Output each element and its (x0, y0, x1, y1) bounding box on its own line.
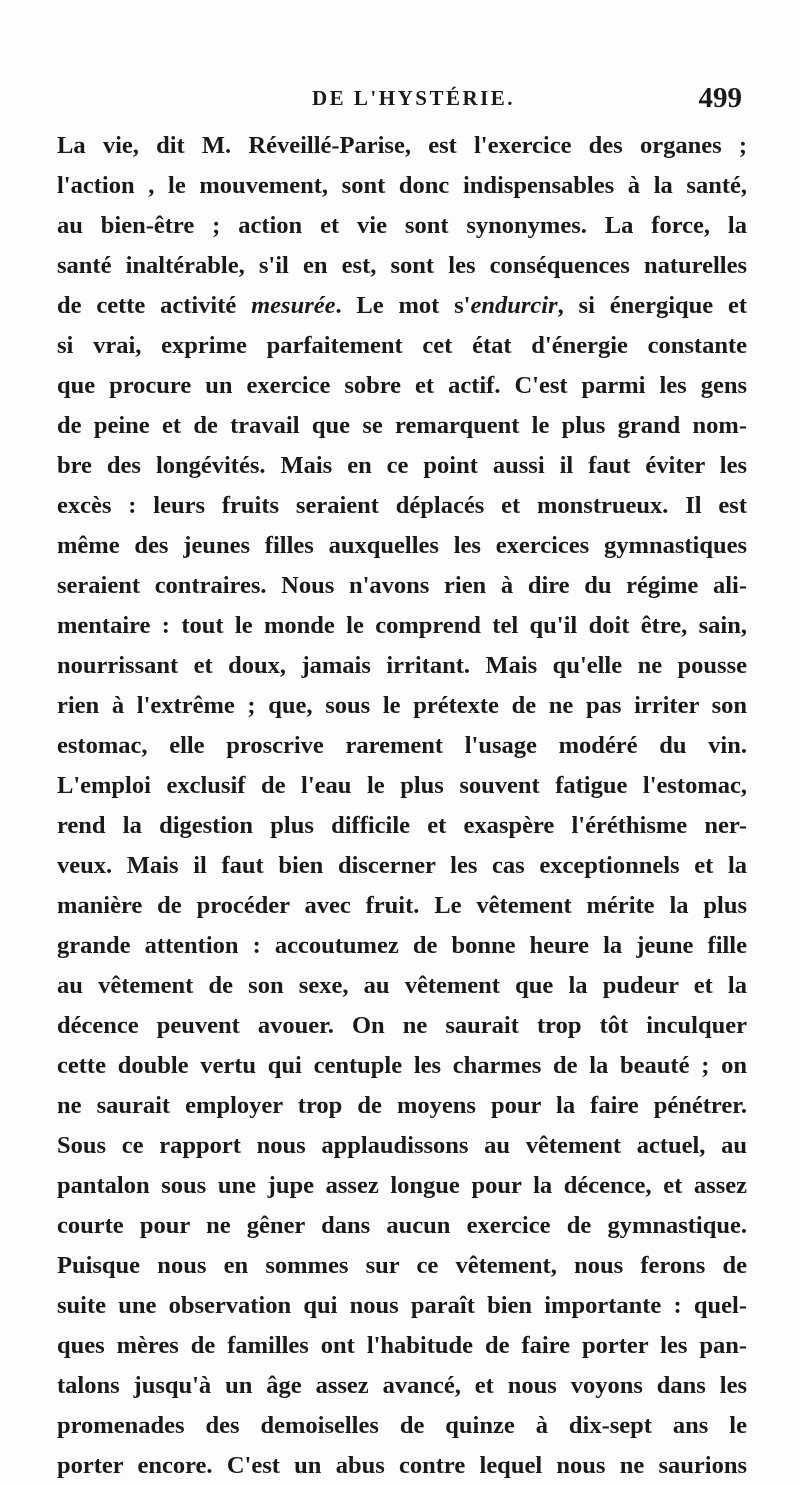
text-segment: veux. Mais il faut bien discerner les cas exceptionnels et la (57, 852, 747, 879)
text-line (57, 1046, 747, 1086)
text-segment: La vie, dit M. Réveillé-Parise, est l'exercice des organes ; (57, 132, 747, 159)
text-segment: Sous ce rapport nous applaudissons au vêtement actuel, au (57, 1132, 747, 1159)
text-line (57, 806, 747, 846)
text-segment: ne saurait employer trop de moyens pour la faire pénétrer. (57, 1092, 747, 1119)
text-line (57, 1166, 747, 1206)
text-line (57, 486, 747, 526)
text-line (57, 246, 747, 286)
text-line (57, 526, 747, 566)
text-line (57, 926, 747, 966)
text-segment: rien à l'extrême ; que, sous le prétexte de ne pas irriter son (57, 692, 747, 719)
text-line (57, 966, 747, 1006)
text-segment: santé inaltérable, s'il en est, sont les conséquences naturelles (57, 252, 747, 279)
text-line (57, 766, 747, 806)
text-segment: pantalon sous une jupe assez longue pour la décence, et assez (57, 1172, 747, 1199)
text-line (57, 566, 747, 606)
text-segment: grande attention : accoutumez de bonne heure la jeune fille (57, 932, 747, 959)
text-line (57, 126, 747, 166)
running-head (60, 82, 750, 116)
text-segment: bre des longévités. Mais en ce point aussi il faut éviter les (57, 452, 747, 479)
text-line (57, 406, 747, 446)
text-segment: mentaire : tout le monde le comprend tel qu'il doit être, sain, (57, 612, 747, 639)
text-segment: cette double vertu qui centuple les charmes de la beauté ; on (57, 1052, 747, 1079)
text-segment: de peine et de travail que se remarquent le plus grand nom- (57, 412, 747, 439)
text-line (57, 326, 747, 366)
text-segment: nourrissant et doux, jamais irritant. Mais qu'elle ne pousse (57, 652, 747, 679)
text-segment: porter encore. C'est un abus contre lequel nous ne saurions (57, 1452, 747, 1479)
text-line (57, 1366, 747, 1406)
text-segment: décence peuvent avouer. On ne saurait trop tôt inculquer (57, 1012, 747, 1039)
text-segment: excès : leurs fruits seraient déplacés et monstrueux. Il est (57, 492, 747, 519)
text-segment: ques mères de familles ont l'habitude de faire porter les pan- (57, 1332, 747, 1359)
text-line (57, 686, 747, 726)
italic-text: mesurée (251, 292, 336, 319)
text-line (57, 1006, 747, 1046)
text-segment: talons jusqu'à un âge assez avancé, et nous voyons dans les (57, 1372, 747, 1399)
text-segment: au vêtement de son sexe, au vêtement que la pudeur et la (57, 972, 747, 999)
text-line (57, 886, 747, 926)
running-title: DE L'HYSTÉRIE. (312, 86, 516, 110)
text-segment: Puisque nous en sommes sur ce vêtement, nous ferons de (57, 1252, 747, 1279)
text-line (57, 846, 747, 886)
text-segment: de cette activité (57, 292, 252, 319)
page-number: 499 (698, 82, 742, 114)
text-segment: estomac, elle proscrive rarement l'usage modéré du vin. (57, 732, 747, 759)
text-line (57, 366, 747, 406)
text-line (57, 1126, 747, 1166)
text-segment: que procure un exercice sobre et actif. C'est parmi les gens (57, 372, 747, 399)
text-segment: au bien-être ; action et vie sont synonymes. La force, la (57, 212, 747, 239)
text-line (57, 446, 747, 486)
body-paragraph (57, 126, 747, 1486)
text-segment: si vrai, exprime parfaitement cet état d'énergie constante (57, 332, 747, 359)
text-line (57, 1326, 747, 1366)
text-segment: l'action , le mouvement, sont donc indispensables à la santé, (57, 172, 747, 199)
text-line (57, 1206, 747, 1246)
text-segment: même des jeunes filles auxquelles les exercices gymnastiques (57, 532, 747, 559)
text-segment: L'emploi exclusif de l'eau le plus souvent fatigue l'estomac, (57, 772, 747, 799)
text-line (57, 1406, 747, 1446)
text-segment: suite une observation qui nous paraît bien importante : quel- (57, 1292, 747, 1319)
text-segment: manière de procéder avec fruit. Le vêtement mérite la plus (57, 892, 747, 919)
text-line (57, 1446, 747, 1486)
text-segment: seraient contraires. Nous n'avons rien à dire du régime ali- (57, 572, 747, 599)
text-segment: courte pour ne gêner dans aucun exercice de gymnastique. (57, 1212, 747, 1239)
text-line (57, 286, 747, 326)
text-segment: . Le mot s' (335, 292, 471, 319)
text-line (57, 1286, 747, 1326)
text-line (57, 166, 747, 206)
text-line (57, 606, 747, 646)
text-line (57, 1086, 747, 1126)
text-segment: , si énergique et (557, 292, 747, 319)
text-line (57, 1246, 747, 1286)
text-segment: promenades des demoiselles de quinze à dix-sept ans le (57, 1412, 747, 1439)
italic-text: endurcir (470, 292, 558, 319)
text-segment: rend la digestion plus difficile et exaspère l'éréthisme ner- (57, 812, 747, 839)
text-line (57, 646, 747, 686)
text-line (57, 206, 747, 246)
text-line (57, 726, 747, 766)
